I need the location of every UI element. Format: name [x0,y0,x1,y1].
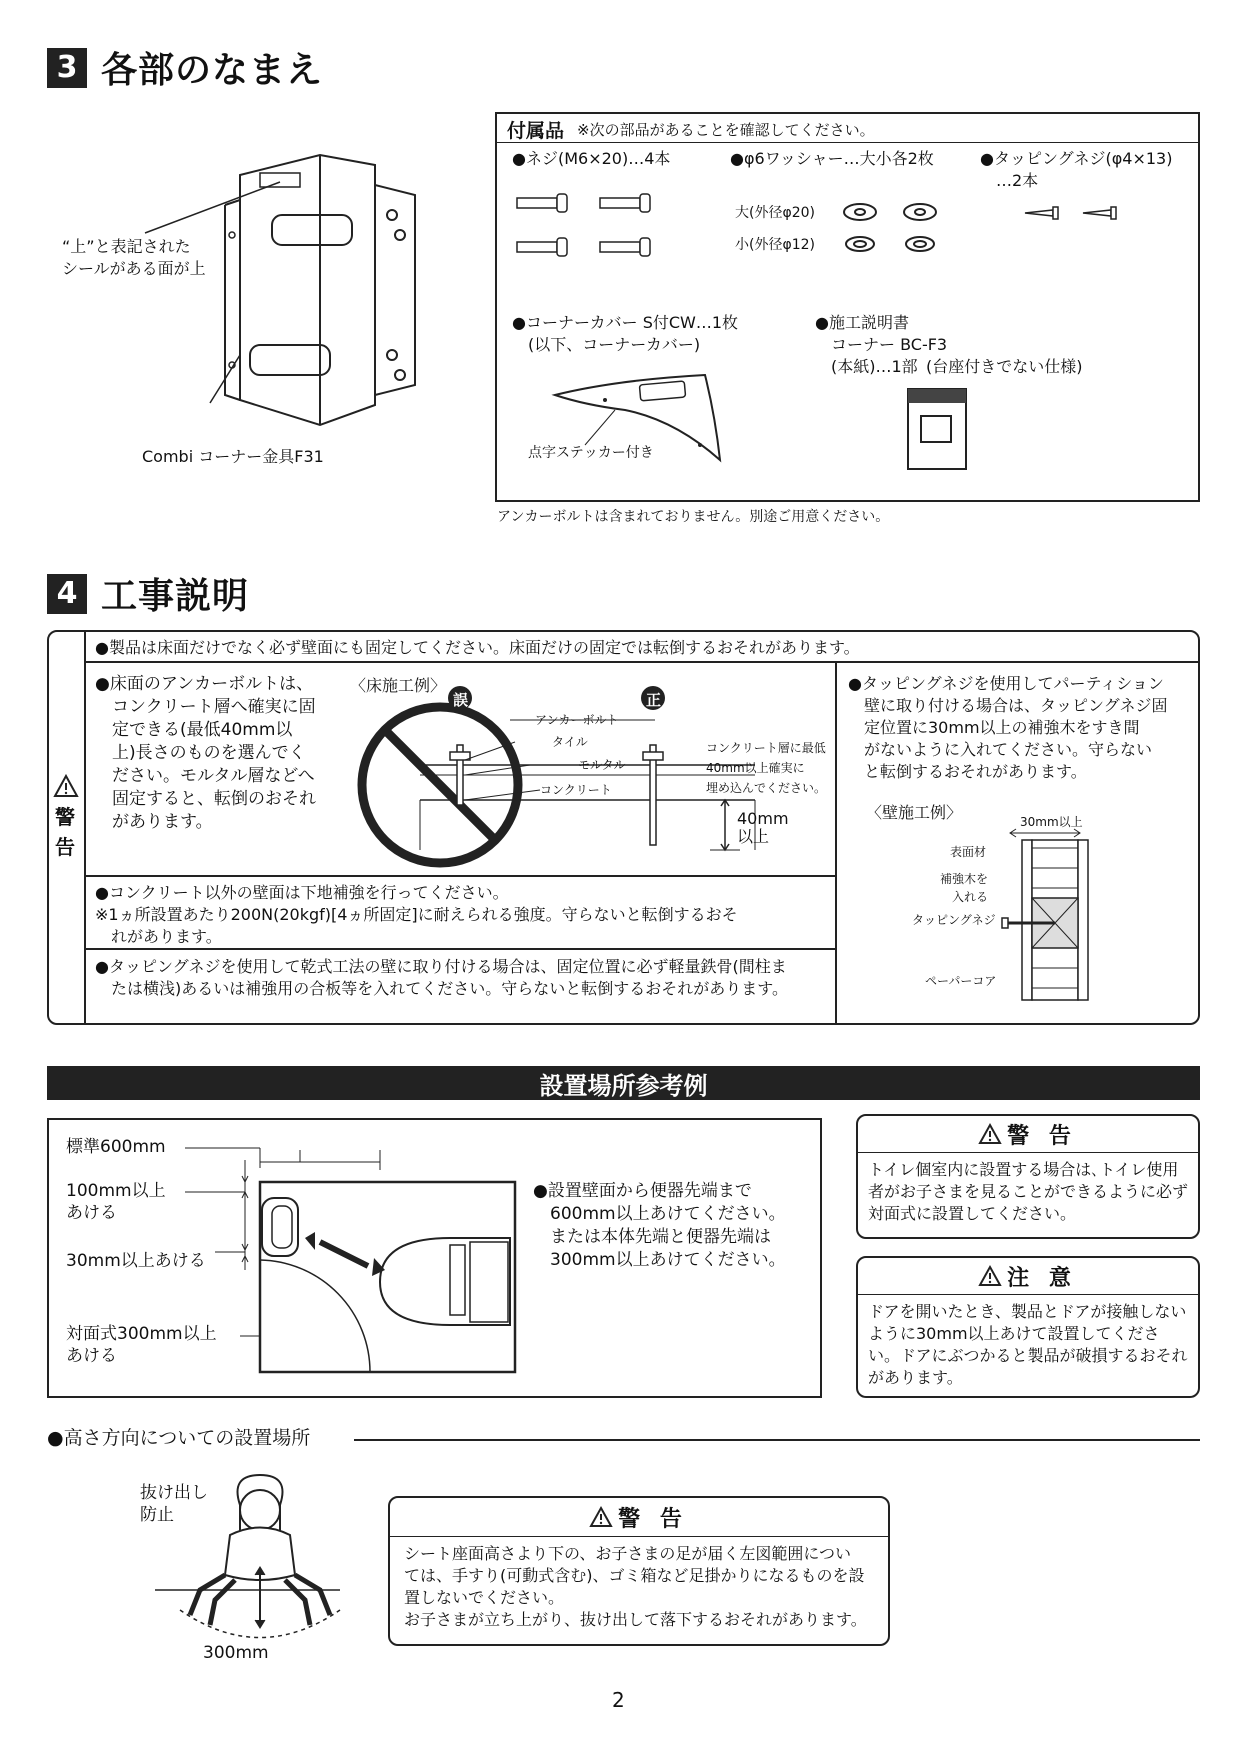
placement-warning-box [856,1114,1200,1239]
height-warning-text: シート座面高さより下の、お子さまの足が届く左図範囲につい ては、手すり(可動式含む)、ゴミ箱など足掛かりになるものを設 置しないでください。 お子さまが立ち上がり、抜け出して落下するおそれがあります。 [404,1544,867,1629]
concrete-note: コンクリート層に最低 40mm以上確実に 埋め込んでください。 [706,741,827,795]
floor-example-label: 〈床施工例〉 [350,676,447,695]
height-heading-rule [354,1439,1200,1441]
placement-warning-header [858,1116,1198,1153]
table-divider-v [84,630,86,1025]
acc-tapping: ●タッピングネジ(φ4×13) …2本 [980,149,1173,190]
placement-caution-header [858,1258,1198,1295]
right-badge: 正 [646,691,662,709]
section4-title: 工事説明 [101,576,250,617]
washer-small-label: 小(外径φ12) [735,237,815,253]
warning-row4: ●タッピングネジを使用して乾式工法の壁に取り付ける場合は、固定位置に必ず軽量鉄骨(間柱ま たは横浅)あるいは補強用の合板等を入れてください。守らないと転倒するおそれがあります。 [95,957,788,998]
range-label: 300mm [203,1643,269,1663]
height-warning-box [388,1496,890,1646]
acc-washer: ●φ6ワッシャー…大小各2枚 [730,149,934,168]
part-label-bottom: Combi コーナー金具F31 [142,447,324,466]
wall-example-label: 〈壁施工例〉 [866,803,963,822]
placement-warning-title: 警 告 [1007,1123,1077,1149]
section3-title: 各部のなまえ [101,50,324,91]
warning-triangle-icon [979,1124,1001,1144]
table-divider-h3 [85,948,835,950]
placement-caution-title: 注 意 [1007,1265,1077,1291]
washer-large-label: 大(外径φ20) [735,205,815,221]
height-heading: ●高さ方向についての設置場所 [47,1427,311,1449]
section3-heading [47,42,323,93]
cover-sticker-label: 点字ステッカー付き [528,445,654,461]
manual-icon [907,388,969,473]
screw-icons [515,190,655,265]
section4-number: 4 [47,574,87,614]
section4-heading [47,568,249,619]
warning-vertical-label: 警 告 [55,805,75,859]
warning-row3: ●コンクリート以外の壁面は下地補強を行ってください。 ※1ヵ所設置あたり200N(20kgf)[4ヵ所固定]に耐えられる強度。守らないと転倒するおそ れがあります。 [95,883,738,946]
floor-anchor-text: ●床面のアンカーボルトは、 コンクリート層へ確実に固 定できる(最低40mm以 上)長さのものを選んでく ださい。モルタル層などへ 固定すると、転倒のおそれ があります。 [95,674,316,832]
wall-diagram [1000,828,1130,1003]
label-anchor-bolt: アンカーボルト [535,713,619,727]
depth-label: 40mm 以上 [737,809,789,846]
acc-screw: ●ネジ(M6×20)…4本 [512,149,671,168]
anchor-note: アンカーボルトは含まれておりません。別途ご用意ください。 [497,509,890,525]
table-divider-h2 [85,875,835,877]
placement-bar: 設置場所参考例 [47,1066,1200,1100]
placement-caution-box [856,1256,1200,1398]
gap30-label: 30mm以上あける [66,1251,206,1271]
gap100-label: 100mm以上 あける [66,1181,166,1223]
section3-number: 3 [47,48,87,88]
part-label-top: “上”と表記された シールがある面が上 [62,237,206,278]
paper-core-label: ペーパーコア [925,974,997,988]
surface-label: 表面材 [950,845,987,859]
caution-triangle-icon [979,1266,1001,1286]
label-concrete: コンクリート [540,783,612,797]
std600-label: 標準600mm [66,1137,166,1157]
accessories-note: ※次の部品があることを確認してください。 [577,121,875,139]
height-warning-header [390,1498,888,1537]
acc-manual-note: (台座付きでない仕様) [926,357,1083,376]
placement-warning-text: トイレ個室内に設置する場合は､トイレ使用者がお子さまを見ることができるように必ず対面式に設置してください。 [868,1160,1189,1223]
label-mortar: モルタル [578,758,626,772]
accessories-title: 付属品 [507,120,565,142]
acc-cover: ●コーナーカバー S付CW…1枚 (以下、コーナーカバー) [512,313,739,354]
wall-30-label: 30mm以上 [1020,815,1083,829]
tapping-screw-label: タッピングネジ [912,913,996,927]
acc-manual-line2: コーナー BC-F3 [815,335,948,354]
washer-icons [840,200,950,260]
face300-label: 対面式300mm以上 あける [66,1324,217,1366]
reinforce-label: 補強木を 入れる [940,872,989,904]
acc-manual-line3: (本紙)…1部 [815,357,918,376]
tapping-screw-icons [1025,205,1125,225]
warning-row1: ●製品は床面だけでなく必ず壁面にも固定してください。床面だけの固定では転倒するおそれがあります。 [95,638,860,657]
warning-triangle-icon [54,775,78,797]
page-number: 2 [612,1688,625,1712]
table-divider-v2 [835,661,837,1024]
corner-bracket-illustration [200,155,440,435]
fall-label: 抜け出し 防止 [140,1483,208,1525]
acc-manual-title: ●施工説明書 [815,313,909,332]
placement-bullet: ●設置壁面から便器先端まで 600mm以上あけてください。 または本体先端と便器先端は 300mm以上あけてください。 [533,1181,786,1270]
height-warning-title: 警 告 [618,1506,688,1532]
table-divider-h1 [85,661,1199,663]
child-seat-illustration [155,1475,345,1645]
partition-text: ●タッピングネジを使用してパーティション 壁に取り付ける場合は、タッピングネジ固 定位置に30mm以上の補強木をすき間 がないように入れてください。守らない と転倒するおそれがあります。 [848,674,1168,781]
accessories-header [497,114,1198,143]
placement-caution-text: ドアを開いたとき、製品とドアが接触しないように30mm以上あけて設置してください。ドアにぶつかると製品が破損するおそれがあります。 [868,1302,1188,1387]
label-tile: タイル [552,735,588,749]
wrong-badge: 誤 [453,691,469,709]
placement-diagram [180,1140,530,1380]
warning-triangle-icon [590,1507,612,1527]
